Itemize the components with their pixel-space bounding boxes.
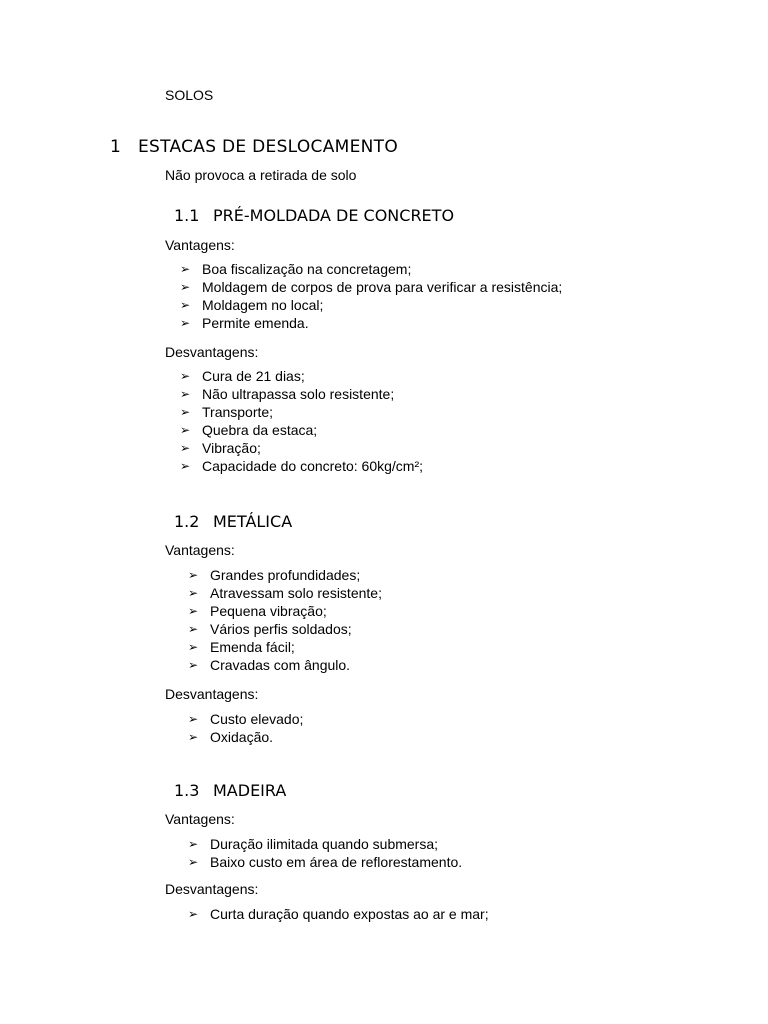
subsection-number: 1.2 — [174, 512, 200, 531]
list-item — [188, 620, 382, 638]
list-item-text: Quebra da estaca; — [202, 422, 318, 438]
list-item — [180, 421, 423, 439]
list-item-text: Atravessam solo resistente; — [210, 585, 382, 601]
subsection-number: 1.1 — [174, 206, 200, 225]
list-item — [180, 278, 562, 296]
desvantagens-list — [188, 905, 489, 923]
arrowhead-bullet-icon: ➢ — [180, 441, 191, 455]
list-item-text: Permite emenda. — [202, 315, 309, 331]
desvantagens-list — [188, 710, 303, 746]
list-item-text: Cura de 21 dias; — [202, 368, 305, 384]
list-item-text: Pequena vibração; — [210, 603, 327, 619]
list-item-text: Boa fiscalização na concretagem; — [202, 261, 412, 277]
subsection-title: MADEIRA — [213, 781, 287, 800]
list-item — [180, 260, 562, 278]
list-item-text: Vibração; — [202, 440, 261, 456]
arrowhead-bullet-icon: ➢ — [188, 712, 199, 726]
list-item — [180, 314, 562, 332]
arrowhead-bullet-icon: ➢ — [188, 622, 199, 636]
desvantagens-list — [180, 367, 423, 475]
arrowhead-bullet-icon: ➢ — [188, 730, 199, 744]
list-item-text: Transporte; — [202, 404, 274, 420]
section-title: ESTACAS DE DESLOCAMENTO — [138, 137, 399, 157]
list-item-text: Baixo custo em área de reflorestamento. — [210, 854, 463, 870]
arrowhead-bullet-icon: ➢ — [180, 405, 191, 419]
subsection-number: 1.3 — [174, 781, 200, 800]
arrowhead-bullet-icon: ➢ — [180, 262, 191, 276]
list-item — [180, 385, 423, 403]
list-item — [188, 602, 382, 620]
list-item — [180, 296, 562, 314]
arrowhead-bullet-icon: ➢ — [180, 369, 191, 383]
list-item-text: Grandes profundidades; — [210, 567, 361, 583]
vantagens-list — [188, 566, 382, 674]
list-item — [188, 905, 489, 923]
desvantagens-label: Desvantagens: — [165, 881, 259, 897]
list-item-text: Custo elevado; — [210, 711, 304, 727]
arrowhead-bullet-icon: ➢ — [180, 298, 191, 312]
list-item-text: Oxidação. — [210, 729, 274, 745]
list-item-text: Moldagem no local; — [202, 297, 324, 313]
desvantagens-label: Desvantagens: — [165, 344, 259, 360]
section-intro: Não provoca a retirada de solo — [165, 167, 357, 183]
subsection-title: PRÉ-MOLDADA DE CONCRETO — [213, 206, 455, 225]
list-item-text: Vários perfis soldados; — [210, 621, 352, 637]
arrowhead-bullet-icon: ➢ — [180, 316, 191, 330]
vantagens-label: Vantagens: — [165, 237, 235, 253]
arrowhead-bullet-icon: ➢ — [188, 907, 199, 921]
list-item-text: Capacidade do concreto: 60kg/cm²; — [202, 458, 424, 474]
list-item — [188, 728, 303, 746]
list-item — [180, 439, 423, 457]
arrowhead-bullet-icon: ➢ — [188, 837, 199, 851]
list-item-text: Duração ilimitada quando submersa; — [210, 836, 439, 852]
subsection-title: METÁLICA — [213, 512, 293, 531]
list-item — [188, 710, 303, 728]
subsection-heading-1-1 — [174, 206, 454, 226]
list-item — [188, 638, 382, 656]
arrowhead-bullet-icon: ➢ — [188, 604, 199, 618]
list-item — [188, 566, 382, 584]
vantagens-label: Vantagens: — [165, 811, 235, 827]
section-heading-1 — [110, 137, 398, 157]
list-item — [188, 656, 382, 674]
list-item-text: Moldagem de corpos de prova para verificar a resistência; — [202, 279, 563, 295]
list-item — [180, 367, 423, 385]
list-item — [180, 403, 423, 421]
arrowhead-bullet-icon: ➢ — [188, 855, 199, 869]
subsection-heading-1-2 — [174, 512, 292, 532]
vantagens-list — [188, 835, 462, 871]
section-number: 1 — [110, 137, 122, 157]
arrowhead-bullet-icon: ➢ — [188, 586, 199, 600]
list-item — [188, 853, 462, 871]
list-item-text: Curta duração quando expostas ao ar e mar; — [210, 906, 489, 922]
list-item — [188, 835, 462, 853]
list-item-text: Não ultrapassa solo resistente; — [202, 386, 395, 402]
subsection-heading-1-3 — [174, 781, 286, 801]
vantagens-label: Vantagens: — [165, 542, 235, 558]
list-item — [188, 584, 382, 602]
arrowhead-bullet-icon: ➢ — [188, 568, 199, 582]
list-item — [180, 457, 423, 475]
arrowhead-bullet-icon: ➢ — [180, 423, 191, 437]
vantagens-list — [180, 260, 562, 332]
arrowhead-bullet-icon: ➢ — [180, 280, 191, 294]
arrowhead-bullet-icon: ➢ — [180, 387, 191, 401]
arrowhead-bullet-icon: ➢ — [188, 658, 199, 672]
arrowhead-bullet-icon: ➢ — [180, 459, 191, 473]
page-header: SOLOS — [165, 87, 214, 103]
list-item-text: Cravadas com ângulo. — [210, 657, 351, 673]
desvantagens-label: Desvantagens: — [165, 686, 259, 702]
list-item-text: Emenda fácil; — [210, 639, 295, 655]
arrowhead-bullet-icon: ➢ — [188, 640, 199, 654]
